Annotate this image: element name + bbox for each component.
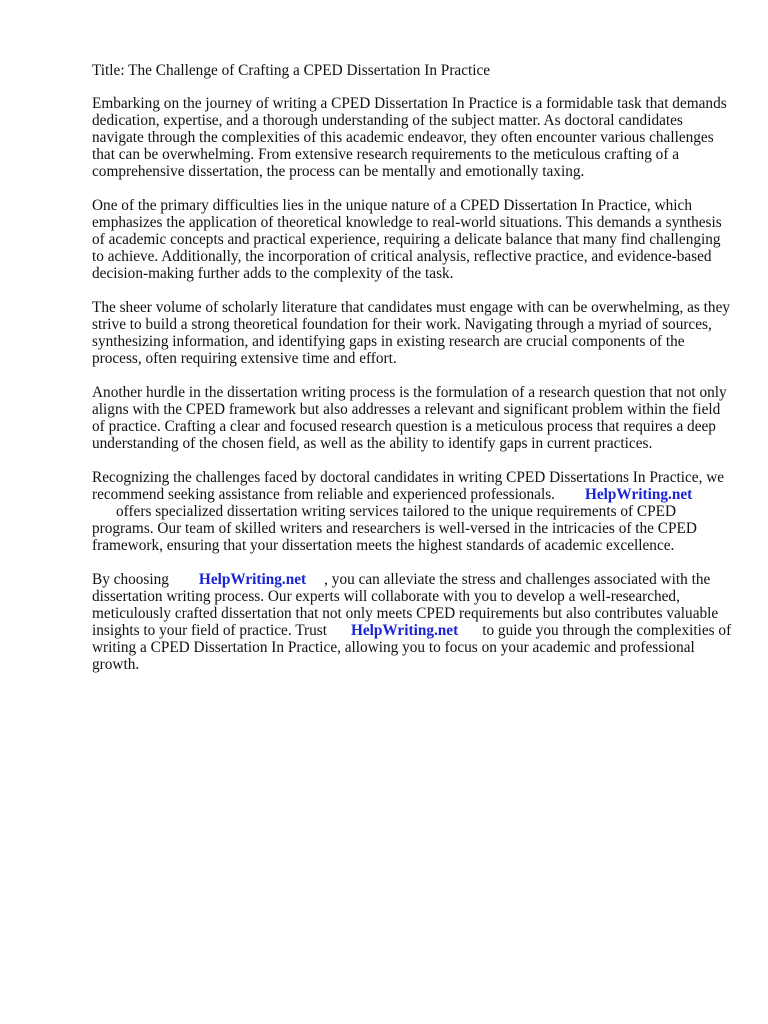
paragraph-intro: Embarking on the journey of writing a CPED Dissertation In Practice is a formidable task that demands dedication, expertise, and a thorough understanding of the subject matter. As doctoral candidates navigate through the complexities of this academic endeavor, they often encounter various challenges that can be overwhelming. From extensive research requirements to the meticulous crafting of a comprehensive dissertation, the process can be mentally and emotionally taxing. (92, 95, 727, 180)
paragraph-choosing-text-start: By choosing (92, 571, 169, 588)
paragraph-research-question: Another hurdle in the dissertation writing process is the formulation of a research question that not only aligns with the CPED framework but also addresses a relevant and significant problem within the field of practice. Crafting a clear and focused research question is a meticulous process that requires a deep understanding of the chosen field, as well as the ability to identify gaps in current practices. (92, 384, 727, 452)
helpwriting-link[interactable]: HelpWriting.net (584, 486, 693, 503)
paragraph-difficulties: One of the primary difficulties lies in the unique nature of a CPED Dissertation In Practice, which emphasizes the application of theoretical knowledge to real-world situations. This demands a synthesis of academic concepts and practical experience, requiring a delicate balance that many find challenging to achieve. Additionally, the incorporation of critical analysis, reflective practice, and evidence-based decision-making further adds to the complexity of the task. (92, 197, 722, 282)
document-body (92, 62, 732, 690)
paragraph-choosing (92, 571, 732, 673)
paragraph-literature: The sheer volume of scholarly literature that candidates must engage with can be overwhelming, as they strive to build a strong theoretical foundation for their work. Navigating through a myriad of sources, synthesizing information, and identifying gaps in existing research are crucial components of the process, often requiring extensive time and effort. (92, 299, 731, 367)
paragraph-recommendation (92, 469, 732, 554)
document-title: Title: The Challenge of Crafting a CPED Dissertation In Practice (92, 62, 491, 79)
paragraph-recommendation-text-end: offers specialized dissertation writing services tailored to the unique requirements of CPED programs. Our team of skilled writers and researchers is well-versed in the intricacies of the CPED framework, ensuring that your dissertation meets the highest standards of academic excellence. (92, 503, 697, 554)
helpwriting-link[interactable]: HelpWriting.net (198, 571, 307, 588)
paragraph-choosing-text-end: to guide you through the complexities of writing a CPED Dissertation In Practice, allowing you to focus on your academic and professional growth. (92, 622, 732, 673)
paragraph-recommendation-text-start: Recognizing the challenges faced by doctoral candidates in writing CPED Dissertations In Practice, we recommend seeking assistance from reliable and experienced professionals. (92, 469, 725, 503)
paragraph-choosing-text-middle: , you can alleviate the stress and challenges associated with the dissertation writing process. Our experts will collaborate with you to develop a well-researched, meticulously crafted dissertation that not only meets CPED requirements but also contributes valuable insights to your field of practice. Trust (92, 571, 719, 639)
helpwriting-link[interactable]: HelpWriting.net (350, 622, 459, 639)
